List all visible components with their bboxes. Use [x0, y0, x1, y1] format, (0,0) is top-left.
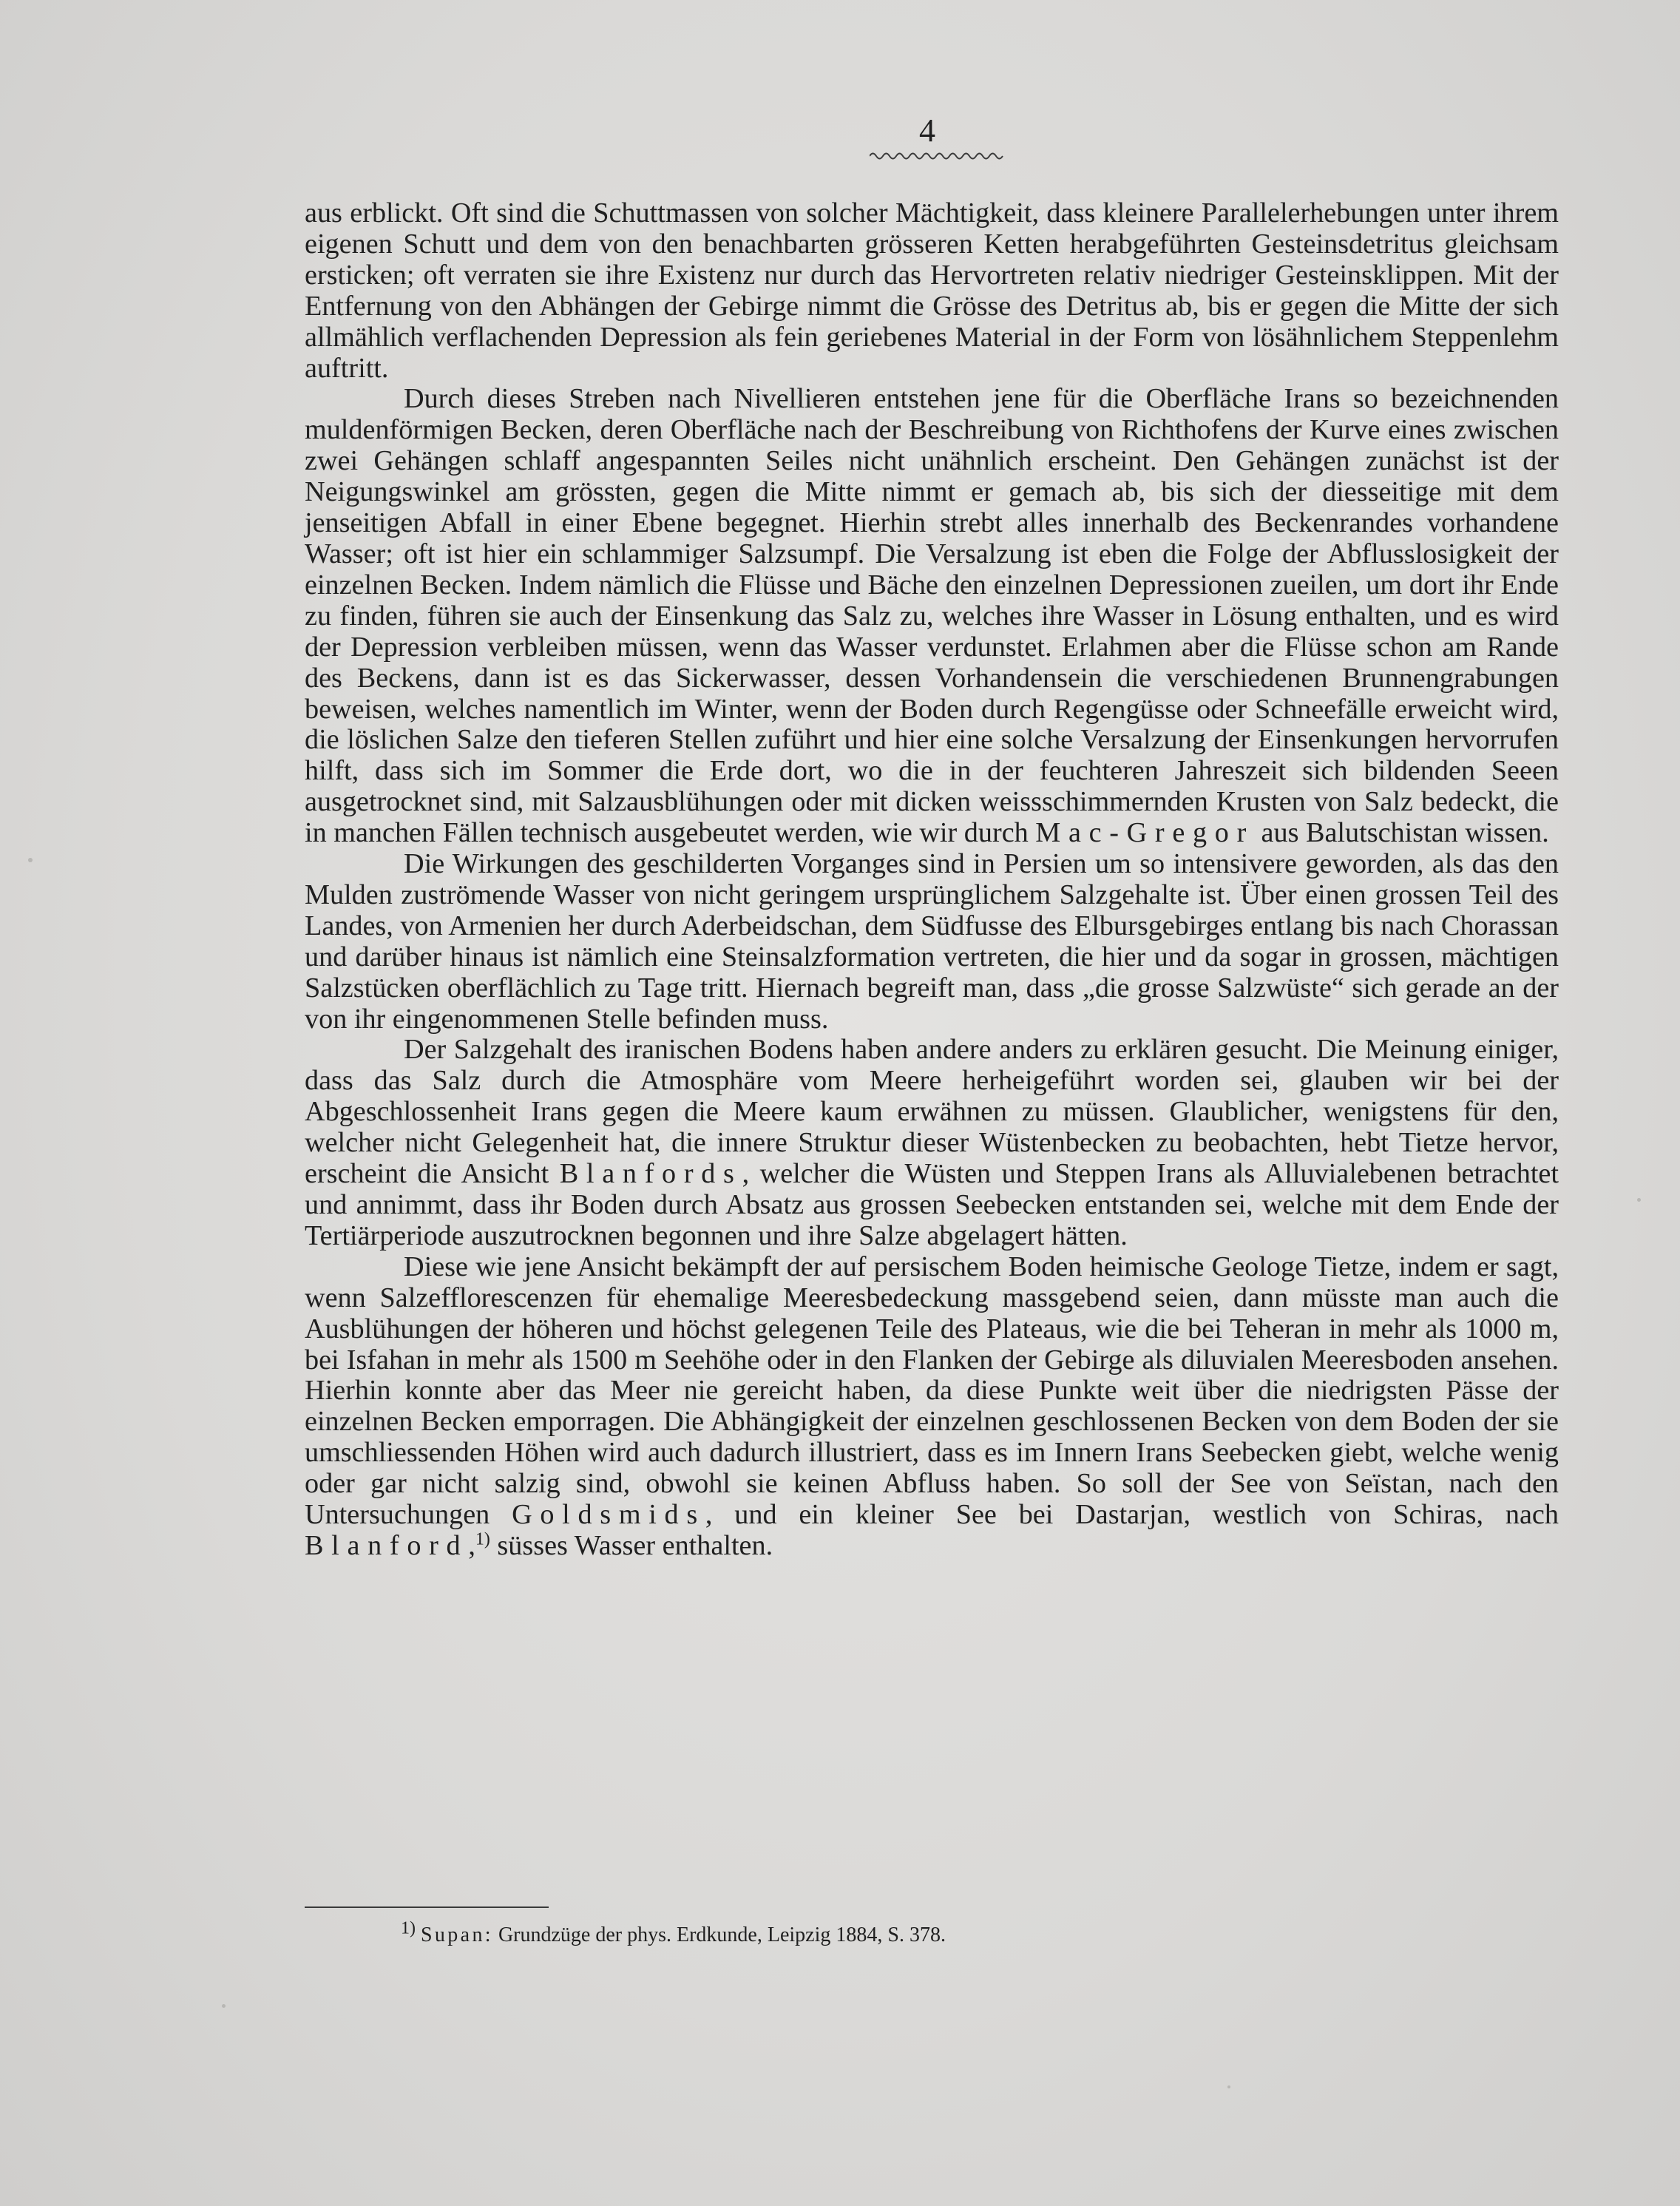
text-run: aus erblickt. Oft sind die Schuttmassen von solcher Mächtigkeit, dass kleinere Parallelerhebungen unter ihrem eigenen Schutt und dem von den benachbarten grösseren Ketten herabgeführten Gesteinsdetritus gleichsam ersticken; oft verraten sie ihre Existenz nur durch das Hervortreten relativ niedriger Gesteinsklippen. Mit der Entfernung von den Abhängen der Gebirge nimmt die Grösse des Detritus ab, bis er gegen die Mitte der sich allmählich verflachenden Depression als fein geriebenes Material in der Form von lösähnlichem Steppenlehm auftritt.	[305, 197, 1559, 384]
spaced-name: Blanfords	[559, 1158, 742, 1190]
text-run: Diese wie jene Ansicht bekämpft der auf persischem Boden heimische Geologe Tietze, indem er sagt, wenn Salzefflorescenzen für ehemalige Meeresbedeckung massgebend seien, dann müsste man auch die Ausblühungen der höheren und höchst gelegenen Teile des Plateaus, wie die bei Teheran in mehr als 1000 m, bei Isfahan in mehr als 1500 m Seehöhe oder in den Flanken der Gebirge als diluvialen Meeresboden ansehen. Hierhin konnte aber das Meer nie gereicht haben, da diese Punkte weit über die niedrigsten Pässe der einzelnen Becken emporragen. Die Abhängigkeit der einzelnen geschlossenen Becken von dem Boden der sie umschliessenden Höhen wird auch dadurch illustriert, dass es im Innern Irans Seebecken giebt, welche wenig oder gar nicht salzig sind, obwohl sie keinen Abfluss haben. So soll der See von Seïstan, nach den Untersuchungen	[305, 1251, 1559, 1531]
wavy-rule-ornament	[870, 151, 1004, 161]
spaced-name: Mac-Gregor	[1035, 817, 1254, 849]
scan-speck	[1637, 1198, 1641, 1202]
spaced-name: Goldsmids	[512, 1499, 705, 1531]
text-run: , welcher die Wüsten und Steppen Irans als Alluvialebenen betrachtet und annimmt, dass ihr Boden durch Absatz aus grossen Seebecken entstanden sei, welche mit dem Ende der Tertiärperiode auszutrocknen begonnen und ihre Salze abgelagert hätten.	[305, 1158, 1559, 1251]
text-run: ,	[468, 1529, 475, 1561]
footnote-author: Supan:	[421, 1924, 493, 1946]
text-run: , und ein kleiner See bei Dastarjan, westlich von Schiras, nach	[705, 1499, 1559, 1531]
scan-speck	[222, 2004, 226, 2008]
paragraph	[305, 198, 1559, 384]
paragraph	[305, 849, 1559, 1035]
paragraph	[305, 1252, 1559, 1562]
text-run: süsses Wasser enthalten.	[490, 1529, 773, 1561]
text-run: Durch dieses Streben nach Nivellieren entstehen jene für die Oberfläche Irans so bezeichnenden muldenförmigen Becken, deren Oberfläche nach der Beschreibung von Richthofens der Kurve eines zwischen zwei Gehängen schlaff angespannten Seiles nicht unähnlich erscheint. Den Gehängen zunächst ist der Neigungswinkel am grössten, gegen die Mitte nimmt er gemach ab, bis sich der diesseitige mit dem jenseitigen Abfall in einer Ebene begegnet. Hierhin strebt alles innerhalb des Beckenrandes vorhandene Wasser; oft ist hier ein schlammiger Salzsumpf. Die Versalzung ist eben die Folge der Abflusslosigkeit der einzelnen Becken. Indem nämlich die Flüsse und Bäche den einzelnen Depressionen zueilen, um dort ihr Ende zu finden, führen sie auch der Einsenkung das Salz zu, welches ihre Wasser in Lösung enthalten, und es wird der Depression verbleiben müssen, wenn das Wasser verdunstet. Erlahmen aber die Flüsse schon am Rande des Beckens, dann ist es das Sickerwasser, dessen Vorhandensein die verschiedenen Brunnengrabungen beweisen, welches namentlich im Winter, wenn der Boden durch Regengüsse oder Schneefälle erweicht wird, die löslichen Salze den tieferen Stellen zuführt und hier eine solche Versalzung der Einsenkungen hervorrufen hilft, dass sich im Sommer die Erde dort, wo die in der feuchteren Jahreszeit sich bildenden Seeen ausgetrocknet sind, mit Salzausblühungen oder mit dicken weissschimmernden Krusten von Salz bedeckt, die in manchen Fällen technisch ausgebeutet werden, wie wir durch	[305, 383, 1559, 849]
footnote-rule	[305, 1906, 549, 1908]
scan-speck	[28, 858, 33, 862]
footnote-text: Grundzüge der phys. Erdkunde, Leipzig 1884, S. 378.	[492, 1924, 946, 1946]
spaced-name: Blanford	[305, 1529, 469, 1561]
paragraph	[305, 384, 1559, 849]
page-number: 4	[919, 112, 935, 149]
text-run: Der Salzgehalt des iranischen Bodens haben andere anders zu erklären gesucht. Die Meinung einiger, dass das Salz durch die Atmosphäre vom Meere herheigeführt worden sei, glauben wir bei der Abgeschlossenheit Irans gegen die Meere kaum erwähnen zu müssen. Glaublicher, wenigstens für den, welcher nicht Gelegenheit hat, die innere Struktur dieser Wüstenbecken zu beobachten, hebt Tietze hervor, erscheint die Ansicht	[305, 1034, 1559, 1190]
text-run: Die Wirkungen des geschilderten Vorganges sind in Persien um so intensivere geworden, als das den Mulden zuströmende Wasser von nicht geringem ursprünglichem Salzgehalte ist. Über einen grossen Teil des Landes, von Armenien her durch Aderbeidschan, dem Südfusse des Elbursgebirges entlang bis nach Chorassan und darüber hinaus ist nämlich eine Steinsalzformation vertreten, die hier und da sogar in grossen, mächtigen Salzstücken oberflächlich zu Tage tritt. Hiernach begreift man, dass „die grosse Salzwüste“ sich gerade an der von ihr eingenommenen Stelle befinden muss.	[305, 848, 1559, 1035]
text-run: aus Balutschistan wissen.	[1253, 817, 1549, 849]
footnote-marker: 1)	[401, 1918, 416, 1938]
scan-speck	[1227, 2085, 1230, 2088]
footnote	[401, 1918, 1362, 1948]
footnote-reference: 1)	[475, 1529, 490, 1549]
body-text	[305, 198, 1559, 1562]
paragraph	[305, 1035, 1559, 1251]
